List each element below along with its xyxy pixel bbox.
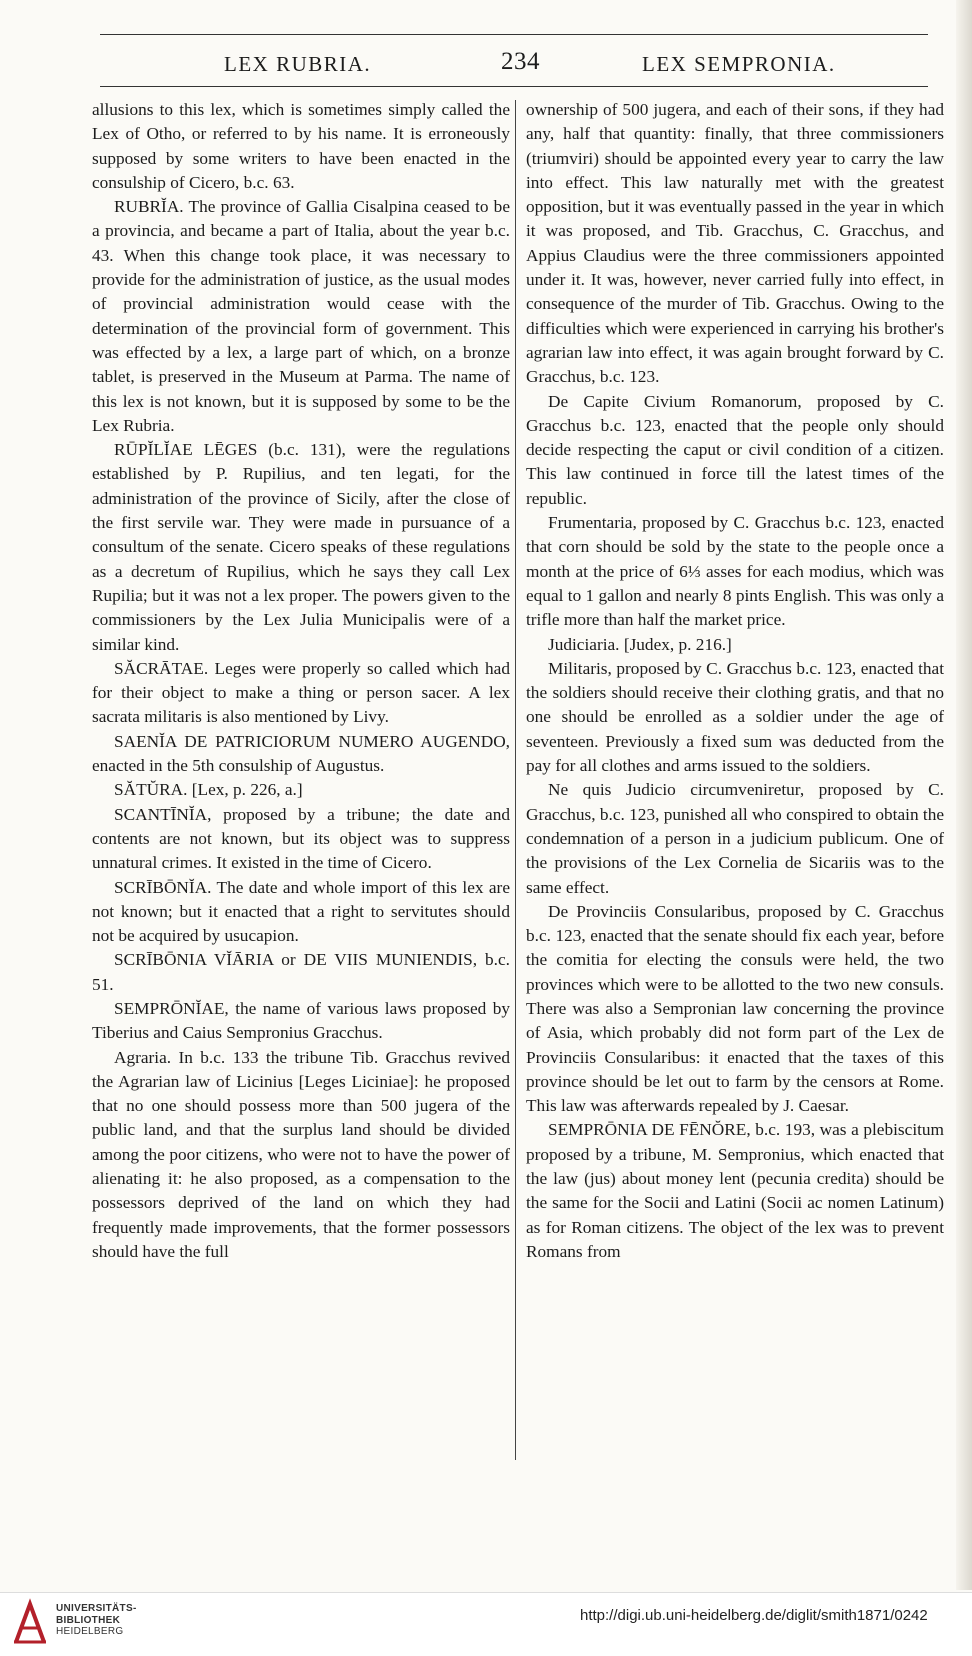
right-text-column bbox=[526, 98, 944, 1264]
logo-line: BIBLIOTHEK bbox=[56, 1614, 121, 1626]
header-top-rule bbox=[100, 34, 928, 35]
source-url[interactable]: http://digi.ub.uni-heidelberg.de/diglit/smith1871/0242 bbox=[580, 1607, 928, 1624]
paragraph: allusions to this lex, which is sometimes simply called the Lex of Otho, or referred to by his name. It is erroneously supposed by some writers to have been enacted in the consulship of Cicero, b.c. 63. bbox=[92, 100, 510, 192]
paragraph: SĂTŬRA. [Lex, p. 226, a.] bbox=[114, 780, 303, 800]
library-logo-text bbox=[56, 1603, 137, 1638]
logo-line: UNIVERSITÄTS- bbox=[56, 1603, 137, 1614]
page-edge bbox=[956, 0, 972, 1590]
paragraph: SCRĪBŌNĬA. The date and whole import of this lex are not known; but it enacted that a right to servitutes should not be acquired by usucapion. bbox=[92, 877, 510, 946]
column-divider bbox=[515, 100, 516, 1460]
paragraph: Ne quis Judicio circumveniretur, proposed by C. Gracchus, b.c. 123, punished all who conspired to obtain the condemnation of a person in a judicium publicum. One of the provisions of the Lex Cornelia de Sicariis was to the same effect. bbox=[526, 780, 945, 897]
library-logo-icon bbox=[10, 1598, 50, 1648]
paragraph: Frumentaria, proposed by C. Gracchus b.c. 123, enacted that corn should be sold by the state to the people once a month at the price of 6⅓ asses for each modius, which was equal to 1 gallon and nearly 8 pints English. This was only a trifle more than half the market price. bbox=[526, 513, 944, 630]
paragraph: SCANTĪNĬA, proposed by a tribune; the date and contents are not known, but its object was to suppress unnatural crimes. It existed in the time of Cicero. bbox=[92, 804, 510, 873]
paragraph: SEMPRŌNIA DE FĒNŎRE, b.c. 193, was a plebiscitum proposed by a tribune, M. Sempronius, which enacted that the law (jus) about money lent (pecunia credita) should be the same for the Socii and Latini (Socii ac nomen Latinum) as for Roman citizens. The object of the lex was to prevent Romans from bbox=[526, 1120, 944, 1261]
paragraph: De Capite Civium Romanorum, proposed by C. Gracchus b.c. 123, enacted that the people only should decide respecting the caput or civil condition of a citizen. This law continued in force till the latest times of the republic. bbox=[526, 391, 944, 508]
page-number: 234 bbox=[501, 48, 540, 75]
paragraph: RUBRĬA. The province of Gallia Cisalpina ceased to be a provincia, and became a part of Italia, about the year b.c. 43. When this change took place, it was necessary to provide for the administration of justice, as the usual modes of provincial administration would cease with the determination of the provincial form of government. This was effected by a lex, a large part of which, on a bronze tablet, is preserved in the Museum at Parma. The name of this lex is not known, but it is supposed by some to be the Lex Rubria. bbox=[92, 197, 510, 435]
paragraph: SCRĪBŌNIA VĬĀRIA or DE VIIS MUNIENDIS, b.c. 51. bbox=[92, 950, 510, 994]
paragraph: Judiciaria. [Judex, p. 216.] bbox=[548, 634, 732, 654]
header-right-title: LEX SEMPRONIA. bbox=[642, 52, 836, 76]
paragraph: SEMPRŌNĬAE, the name of various laws proposed by Tiberius and Caius Sempronius Gracchus. bbox=[92, 998, 510, 1043]
paragraph: SĂCRĀTAE. Leges were properly so called which had for their object to make a thing or person sacer. A lex sacrata militaris is also mentioned by Livy. bbox=[92, 658, 510, 727]
paragraph: Agraria. In b.c. 133 the tribune Tib. Gracchus revived the Agrarian law of Licinius [Leges Liciniae]: he proposed that no one should possess more than 500 jugera of the public land, and that the surplus land should be divided among the poor citizens, who were not to have the power of alienating it: he also proposed, as a compensation to the possessors deprived of the land on which they had frequently made improvements, that the former possessors should have the full bbox=[92, 1047, 510, 1261]
running-header bbox=[100, 46, 928, 82]
paragraph: SAENĬA DE PATRICIORUM NUMERO AUGENDO, enacted in the 5th consulship of Augustus. bbox=[92, 731, 510, 776]
paragraph: RŪPĬLĬAE LĒGES (b.c. 131), were the regulations established by P. Rupilius, and ten legati, for the administration of the province of Sicily, after the close of the first servile war. They were made in pursuance of a consultum of the senate. Cicero speaks of these regulations as a decretum of Rupilius, which he says they call Lex Rupilia; but it was not a lex proper. The powers given to the commissioners by the Lex Julia Municipalis were of a similar kind. bbox=[92, 440, 510, 654]
logo-line: HEIDELBERG bbox=[56, 1626, 124, 1637]
left-text-column bbox=[92, 98, 510, 1264]
paragraph: De Provinciis Consularibus, proposed by C. Gracchus b.c. 123, enacted that the senate should fix each year, before the comitia for electing the consuls were held, the two provinces which were to be allotted to the two new consuls. There was also a Sempronian law concerning the province of Asia, which probably did not form part of the Lex de Provinciis Consularibus: it enacted that the taxes of this province should be let out to farm by the censors at Rome. This law was afterwards repealed by J. Caesar. bbox=[526, 901, 944, 1116]
header-bottom-rule bbox=[100, 86, 928, 87]
header-left-title: LEX RUBRIA. bbox=[224, 52, 372, 76]
footer-bar bbox=[0, 1592, 972, 1656]
paragraph: ownership of 500 jugera, and each of their sons, if they had any, half that quantity: finally, that three commissioners (triumviri) should be appointed every year to carry the law into effect. This law naturally met with the greatest opposition, but it was eventually passed in the year in which it was proposed, and Tib. Gracchus, C. Gracchus, and Appius Claudius were the three commissioners appointed under it. It was, however, never carried fully into effect, in consequence of the murder of Tib. Gracchus. Owing to the difficulties which were experienced in carrying his brother's agrarian law into effect, it was again brought forward by C. Gracchus, b.c. 123. bbox=[526, 100, 944, 387]
paragraph: Militaris, proposed by C. Gracchus b.c. 123, enacted that the soldiers should receive their clothing gratis, and that no one should be enrolled as a soldier under the age of seventeen. Previously a fixed sum was deducted from the pay for all clothes and arms issued to the soldiers. bbox=[526, 658, 944, 776]
